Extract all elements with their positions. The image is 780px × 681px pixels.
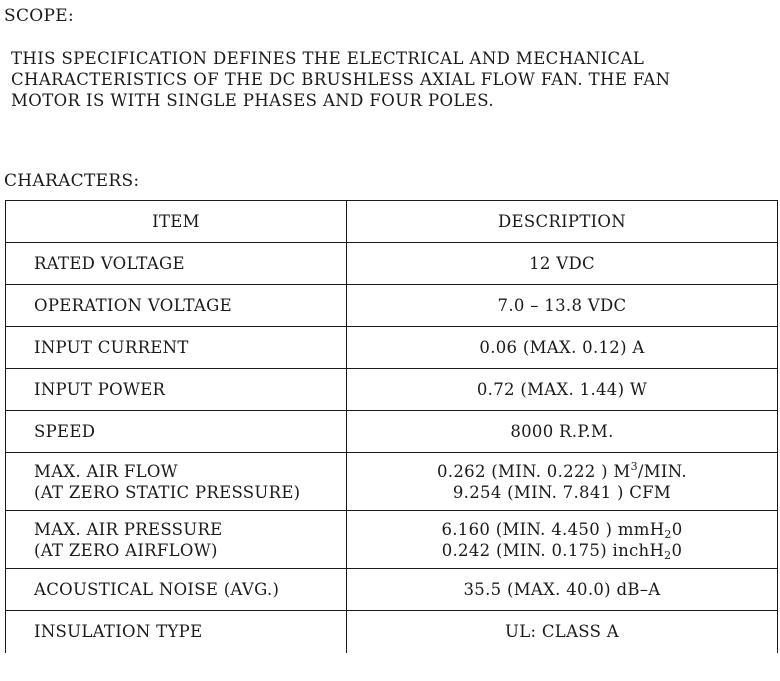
description-line bbox=[347, 540, 777, 561]
item-cell: INPUT POWER bbox=[6, 369, 347, 411]
description-cell: 0.72 (MAX. 1.44) W bbox=[347, 369, 778, 411]
table-row bbox=[6, 369, 778, 411]
description-cell: 8000 R.P.M. bbox=[347, 411, 778, 453]
scope-paragraph bbox=[11, 48, 771, 111]
superscript: 3 bbox=[630, 459, 638, 473]
item-cell: OPERATION VOLTAGE bbox=[6, 285, 347, 327]
item-column-header: ITEM bbox=[6, 201, 347, 243]
subscript: 2 bbox=[664, 527, 672, 541]
table-row bbox=[6, 411, 778, 453]
value-text: 0.242 (MIN. 0.175) inchH bbox=[441, 540, 665, 560]
table-row bbox=[6, 569, 778, 611]
item-cell: RATED VOLTAGE bbox=[6, 243, 347, 285]
table-row bbox=[6, 611, 778, 653]
subscript: 2 bbox=[664, 548, 672, 562]
scope-line: THIS SPECIFICATION DEFINES THE ELECTRICAL AND MECHANICAL bbox=[11, 49, 645, 68]
table-row bbox=[6, 285, 778, 327]
description-cell: 7.0 – 13.8 VDC bbox=[347, 285, 778, 327]
description-cell: 35.5 (MAX. 40.0) dB–A bbox=[347, 569, 778, 611]
item-cell: SPEED bbox=[6, 411, 347, 453]
table-row bbox=[6, 243, 778, 285]
unit-text: /MIN. bbox=[637, 461, 687, 481]
item-cell: INPUT CURRENT bbox=[6, 327, 347, 369]
description-cell bbox=[347, 511, 778, 569]
value-text: 6.160 (MIN. 4.450 ) mmH bbox=[441, 519, 665, 539]
table-row bbox=[6, 453, 778, 511]
description-cell: UL: CLASS A bbox=[347, 611, 778, 653]
table-header-row bbox=[6, 201, 778, 243]
description-cell bbox=[347, 453, 778, 511]
item-cell: ACOUSTICAL NOISE (AVG.) bbox=[6, 569, 347, 611]
description-line bbox=[347, 461, 777, 482]
scope-line: CHARACTERISTICS OF THE DC BRUSHLESS AXIAL FLOW FAN. THE FAN bbox=[11, 70, 671, 89]
value-text: 0.262 (MIN. 0.222 ) M bbox=[437, 461, 631, 481]
scope-line: MOTOR IS WITH SINGLE PHASES AND FOUR POLES. bbox=[11, 91, 494, 110]
scope-heading: SCOPE: bbox=[4, 6, 74, 26]
unit-text: 0 bbox=[671, 540, 683, 560]
table-row bbox=[6, 327, 778, 369]
description-column-header: DESCRIPTION bbox=[347, 201, 778, 243]
item-cell bbox=[6, 511, 347, 569]
item-line: (AT ZERO AIRFLOW) bbox=[34, 540, 218, 560]
item-line: MAX. AIR PRESSURE bbox=[34, 519, 223, 539]
characters-heading: CHARACTERS: bbox=[4, 171, 140, 191]
item-line: MAX. AIR FLOW bbox=[34, 461, 178, 481]
unit-text: 0 bbox=[671, 519, 683, 539]
description-line bbox=[347, 519, 777, 540]
description-cell: 0.06 (MAX. 0.12) A bbox=[347, 327, 778, 369]
description-cell: 12 VDC bbox=[347, 243, 778, 285]
item-cell: INSULATION TYPE bbox=[6, 611, 347, 653]
table-row bbox=[6, 511, 778, 569]
characteristics-table bbox=[5, 200, 778, 653]
item-line: (AT ZERO STATIC PRESSURE) bbox=[34, 482, 301, 502]
description-line: 9.254 (MIN. 7.841 ) CFM bbox=[452, 482, 672, 502]
item-cell bbox=[6, 453, 347, 511]
